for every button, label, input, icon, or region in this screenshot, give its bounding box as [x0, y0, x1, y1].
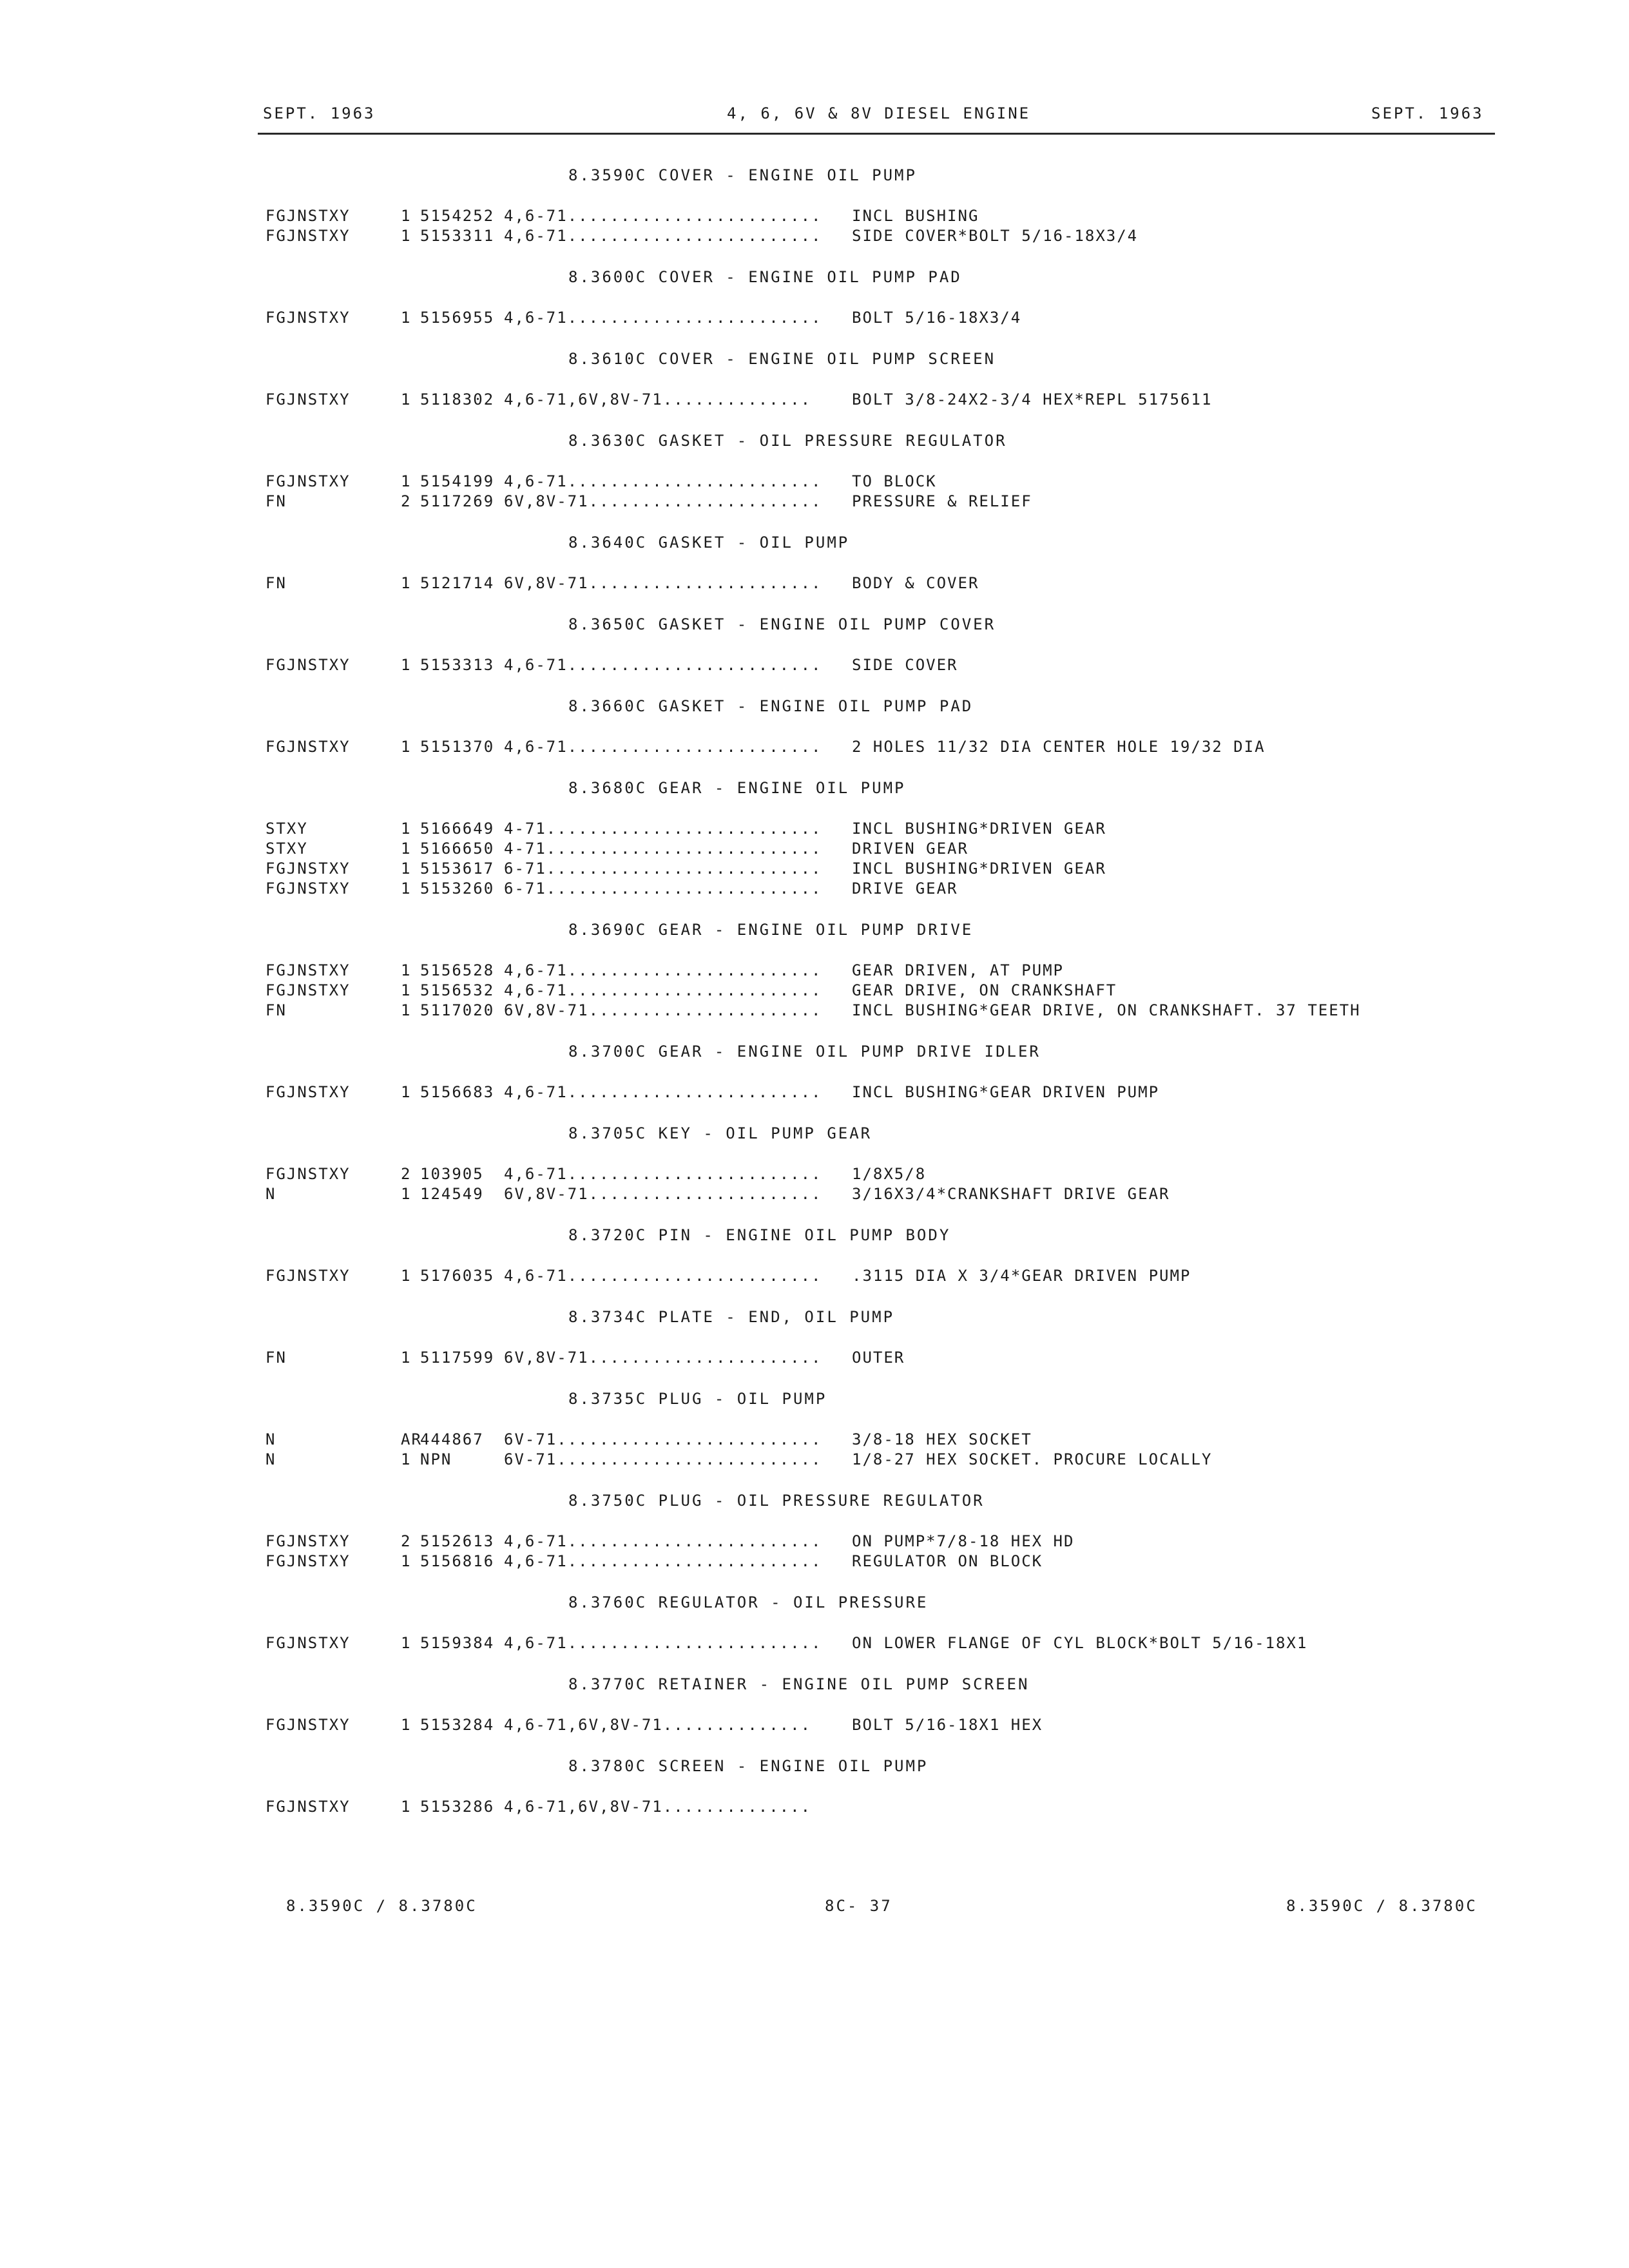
model-codes: FN	[265, 492, 287, 510]
quantity: 1	[401, 1349, 412, 1367]
part-description: OUTER	[852, 1349, 905, 1367]
engine-models: 4,6-71........................	[504, 309, 822, 327]
part-description: DRIVE GEAR	[852, 879, 958, 898]
part-number: 5121714	[420, 574, 495, 592]
quantity: 1	[401, 860, 412, 878]
quantity: 1	[401, 738, 412, 756]
part-description: REGULATOR ON BLOCK	[852, 1552, 1043, 1570]
part-number: 103905	[420, 1165, 484, 1183]
section	[265, 919, 1490, 1021]
model-codes: FGJNSTXY	[265, 1532, 351, 1550]
engine-models: 4,6-71........................	[504, 207, 822, 225]
section	[265, 349, 1490, 410]
part-number: 5156528	[420, 961, 495, 979]
part-description: INCL BUSHING*GEAR DRIVEN PUMP	[852, 1083, 1160, 1101]
section	[265, 1490, 1490, 1571]
engine-models: 4,6-71........................	[504, 472, 822, 490]
model-codes: N	[265, 1185, 276, 1203]
footer-range-right: 8.3590C / 8.3780C	[1286, 1897, 1478, 1915]
section-title: 8.3630C GASKET - OIL PRESSURE REGULATOR	[568, 432, 1007, 450]
quantity: 1	[401, 1267, 412, 1285]
part-description: GEAR DRIVEN, AT PUMP	[852, 961, 1064, 979]
model-codes: N	[265, 1430, 276, 1448]
part-row	[265, 390, 1490, 410]
part-row	[265, 839, 1490, 859]
part-description: DRIVEN GEAR	[852, 840, 969, 858]
engine-models: 6V,8V-71......................	[504, 1349, 822, 1367]
section-title: 8.3610C COVER - ENGINE OIL PUMP SCREEN	[568, 350, 996, 368]
part-number: 5153617	[420, 860, 495, 878]
part-number: 5166649	[420, 820, 495, 838]
quantity: 1	[401, 840, 412, 858]
engine-models: 4,6-71........................	[504, 656, 822, 674]
part-description: 1/8-27 HEX SOCKET. PROCURE LOCALLY	[852, 1450, 1213, 1468]
model-codes: STXY	[265, 820, 308, 838]
parts-list	[265, 165, 1490, 1838]
part-description: 2 HOLES 11/32 DIA CENTER HOLE 19/32 DIA	[852, 738, 1266, 756]
quantity: 1	[401, 207, 412, 225]
model-codes: FGJNSTXY	[265, 1716, 351, 1734]
engine-models: 6V,8V-71......................	[504, 574, 822, 592]
section	[265, 1225, 1490, 1286]
part-description: SIDE COVER	[852, 656, 958, 674]
engine-models: 4,6-71........................	[504, 227, 822, 245]
part-row	[265, 1164, 1490, 1184]
part-row	[265, 206, 1490, 226]
section-rows	[265, 655, 1490, 675]
section	[265, 267, 1490, 328]
section-rows	[265, 819, 1490, 899]
part-description: 1/8X5/8	[852, 1165, 927, 1183]
part-row	[265, 308, 1490, 328]
part-description: BOLT 5/16-18X1 HEX	[852, 1716, 1043, 1734]
part-description: 3/16X3/4*CRANKSHAFT DRIVE GEAR	[852, 1185, 1170, 1203]
part-description: GEAR DRIVE, ON CRANKSHAFT	[852, 981, 1117, 999]
part-description	[852, 1797, 1490, 1817]
part-description: INCL BUSHING	[852, 207, 979, 225]
engine-models: 6-71..........................	[504, 860, 822, 878]
section-title: 8.3720C PIN - ENGINE OIL PUMP BODY	[568, 1226, 951, 1244]
part-row	[265, 1184, 1490, 1204]
part-number: 5153313	[420, 656, 495, 674]
header-rule	[258, 133, 1495, 135]
section-rows	[265, 206, 1490, 246]
part-row	[265, 1082, 1490, 1102]
section-title: 8.3680C GEAR - ENGINE OIL PUMP	[568, 779, 906, 797]
quantity: 1	[401, 1634, 412, 1652]
part-number: 5156955	[420, 309, 495, 327]
model-codes: FGJNSTXY	[265, 879, 351, 898]
quantity: 1	[401, 390, 412, 408]
part-description: INCL BUSHING*DRIVEN GEAR	[852, 860, 1106, 878]
section	[265, 696, 1490, 757]
part-number: NPN	[420, 1450, 452, 1468]
engine-models: 6V-71.........................	[504, 1450, 822, 1468]
section-rows	[265, 1532, 1490, 1571]
part-row	[265, 226, 1490, 246]
footer-page-number: 8C- 37	[825, 1897, 892, 1915]
model-codes: FGJNSTXY	[265, 227, 351, 245]
quantity: 1	[401, 472, 412, 490]
footer-range-left: 8.3590C / 8.3780C	[286, 1897, 477, 1915]
model-codes: FGJNSTXY	[265, 1634, 351, 1652]
model-codes: N	[265, 1450, 276, 1468]
section-rows	[265, 1633, 1490, 1653]
engine-models: 4-71..........................	[504, 820, 822, 838]
part-row	[265, 1552, 1490, 1571]
section-rows	[265, 1266, 1490, 1286]
part-description: INCL BUSHING*DRIVEN GEAR	[852, 820, 1106, 838]
engine-models: 4,6-71,6V,8V-71..............	[504, 1716, 812, 1734]
part-number: 124549	[420, 1185, 484, 1203]
section	[265, 1123, 1490, 1204]
part-row	[265, 1001, 1490, 1021]
section-rows	[265, 1715, 1490, 1735]
model-codes: FGJNSTXY	[265, 309, 351, 327]
section-title: 8.3705C KEY - OIL PUMP GEAR	[568, 1124, 872, 1142]
section	[265, 1041, 1490, 1102]
section-rows	[265, 961, 1490, 1021]
section-rows	[265, 573, 1490, 593]
part-row	[265, 819, 1490, 839]
part-number: 5154199	[420, 472, 495, 490]
part-row	[265, 1348, 1490, 1368]
part-number: 5153311	[420, 227, 495, 245]
section-rows	[265, 308, 1490, 328]
model-codes: FGJNSTXY	[265, 981, 351, 999]
quantity: 2	[401, 1165, 412, 1183]
engine-models: 4,6-71........................	[504, 738, 822, 756]
section-rows	[265, 737, 1490, 757]
part-row	[265, 737, 1490, 757]
engine-models: 6-71..........................	[504, 879, 822, 898]
section	[265, 532, 1490, 593]
section	[265, 1389, 1490, 1470]
part-description: ON PUMP*7/8-18 HEX HD	[852, 1532, 1075, 1550]
section-rows	[265, 1430, 1490, 1470]
part-number: 5153260	[420, 879, 495, 898]
section-title: 8.3750C PLUG - OIL PRESSURE REGULATOR	[568, 1492, 985, 1510]
section-title: 8.3600C COVER - ENGINE OIL PUMP PAD	[568, 268, 962, 286]
quantity: 1	[401, 961, 412, 979]
quantity: 1	[401, 1450, 412, 1468]
part-number: 5153284	[420, 1716, 495, 1734]
section-rows	[265, 472, 1490, 512]
part-description: PRESSURE & RELIEF	[852, 492, 1032, 510]
part-row	[265, 1715, 1490, 1735]
header-date-right: SEPT. 1963	[1371, 104, 1484, 122]
section-title: 8.3650C GASKET - ENGINE OIL PUMP COVER	[568, 615, 996, 633]
quantity: 1	[401, 574, 412, 592]
engine-models: 4,6-71........................	[504, 1267, 822, 1285]
part-number: 5118302	[420, 390, 495, 408]
model-codes: FGJNSTXY	[265, 1083, 351, 1101]
engine-models: 6V,8V-71......................	[504, 1185, 822, 1203]
quantity: 1	[401, 879, 412, 898]
engine-models: 4,6-71,6V,8V-71..............	[504, 390, 812, 408]
section-title: 8.3690C GEAR - ENGINE OIL PUMP DRIVE	[568, 921, 974, 939]
section-title: 8.3735C PLUG - OIL PUMP	[568, 1390, 827, 1408]
section-title: 8.3760C REGULATOR - OIL PRESSURE	[568, 1593, 929, 1611]
part-row	[265, 492, 1490, 512]
quantity: 1	[401, 1716, 412, 1734]
engine-models: 6V-71.........................	[504, 1430, 822, 1448]
part-row	[265, 879, 1490, 899]
quantity: 1	[401, 1083, 412, 1101]
model-codes: FN	[265, 1001, 287, 1019]
engine-models: 4,6-71........................	[504, 1552, 822, 1570]
part-number: 5159384	[420, 1634, 495, 1652]
model-codes: FGJNSTXY	[265, 1165, 351, 1183]
model-codes: FGJNSTXY	[265, 738, 351, 756]
engine-models: 4,6-71........................	[504, 961, 822, 979]
quantity: 1	[401, 1185, 412, 1203]
part-row	[265, 961, 1490, 981]
section	[265, 1674, 1490, 1735]
section-title: 8.3770C RETAINER - ENGINE OIL PUMP SCREEN	[568, 1675, 1030, 1693]
section-title: 8.3734C PLATE - END, OIL PUMP	[568, 1308, 895, 1326]
section	[265, 165, 1490, 246]
engine-models: 4,6-71........................	[504, 1634, 822, 1652]
part-row	[265, 1797, 1490, 1817]
part-row	[265, 1532, 1490, 1552]
part-description: INCL BUSHING*GEAR DRIVE, ON CRANKSHAFT. 37 TEETH	[852, 1001, 1361, 1019]
part-number: 5152613	[420, 1532, 495, 1550]
part-number: 5154252	[420, 207, 495, 225]
quantity: 1	[401, 1001, 412, 1019]
engine-models: 4,6-71........................	[504, 1532, 822, 1550]
engine-models: 4,6-71........................	[504, 981, 822, 999]
part-row	[265, 655, 1490, 675]
header-date-left: SEPT. 1963	[263, 104, 376, 122]
engine-models: 4,6-71........................	[504, 1083, 822, 1101]
section	[265, 778, 1490, 899]
section-title: 8.3780C SCREEN - ENGINE OIL PUMP	[568, 1757, 929, 1775]
section-title: 8.3590C COVER - ENGINE OIL PUMP	[568, 166, 917, 184]
engine-models: 4,6-71........................	[504, 1165, 822, 1183]
section-title: 8.3660C GASKET - ENGINE OIL PUMP PAD	[568, 697, 974, 715]
part-description: BODY & COVER	[852, 574, 979, 592]
model-codes: FGJNSTXY	[265, 1267, 351, 1285]
section	[265, 1592, 1490, 1653]
part-number: 444867	[420, 1430, 484, 1448]
part-number: 5151370	[420, 738, 495, 756]
quantity: 1	[401, 981, 412, 999]
model-codes: FGJNSTXY	[265, 1798, 351, 1816]
model-codes: STXY	[265, 840, 308, 858]
part-description: BOLT 3/8-24X2-3/4 HEX*REPL 5175611	[852, 390, 1213, 408]
model-codes: FGJNSTXY	[265, 656, 351, 674]
engine-models: 6V,8V-71......................	[504, 1001, 822, 1019]
part-row	[265, 1266, 1490, 1286]
part-number: 5153286	[420, 1798, 495, 1816]
model-codes: FGJNSTXY	[265, 472, 351, 490]
part-number: 5117020	[420, 1001, 495, 1019]
section-rows	[265, 390, 1490, 410]
part-number: 5156532	[420, 981, 495, 999]
part-row	[265, 573, 1490, 593]
quantity: 2	[401, 492, 412, 510]
header-title: 4, 6, 6V & 8V DIESEL ENGINE	[727, 104, 1031, 122]
part-number: 5117599	[420, 1349, 495, 1367]
section-title: 8.3700C GEAR - ENGINE OIL PUMP DRIVE IDLER	[568, 1043, 1041, 1061]
model-codes: FGJNSTXY	[265, 207, 351, 225]
section-rows	[265, 1797, 1490, 1817]
part-number: 5166650	[420, 840, 495, 858]
model-codes: FN	[265, 1349, 287, 1367]
part-number: 5176035	[420, 1267, 495, 1285]
part-row	[265, 859, 1490, 879]
model-codes: FGJNSTXY	[265, 1552, 351, 1570]
model-codes: FGJNSTXY	[265, 390, 351, 408]
part-row	[265, 472, 1490, 492]
part-row	[265, 981, 1490, 1001]
section-title: 8.3640C GASKET - OIL PUMP	[568, 533, 850, 552]
section-rows	[265, 1164, 1490, 1204]
model-codes: FGJNSTXY	[265, 860, 351, 878]
quantity: 2	[401, 1532, 412, 1550]
part-number: 5156683	[420, 1083, 495, 1101]
quantity: 1	[401, 309, 412, 327]
section	[265, 430, 1490, 512]
part-description: BOLT 5/16-18X3/4	[852, 309, 1022, 327]
quantity: AR	[401, 1430, 422, 1448]
engine-models: 4-71..........................	[504, 840, 822, 858]
model-codes: FN	[265, 574, 287, 592]
quantity: 1	[401, 1552, 412, 1570]
part-description: SIDE COVER*BOLT 5/16-18X3/4	[852, 227, 1139, 245]
section	[265, 1307, 1490, 1368]
part-row	[265, 1633, 1490, 1653]
part-description: TO BLOCK	[852, 472, 937, 490]
part-number: 5156816	[420, 1552, 495, 1570]
section-rows	[265, 1082, 1490, 1102]
engine-models: 6V,8V-71......................	[504, 492, 822, 510]
part-row	[265, 1430, 1490, 1450]
quantity: 1	[401, 656, 412, 674]
section	[265, 614, 1490, 675]
part-description: .3115 DIA X 3/4*GEAR DRIVEN PUMP	[852, 1267, 1191, 1285]
part-number: 5117269	[420, 492, 495, 510]
part-description: ON LOWER FLANGE OF CYL BLOCK*BOLT 5/16-18X1	[852, 1634, 1308, 1652]
quantity: 1	[401, 820, 412, 838]
part-row	[265, 1450, 1490, 1470]
part-description: 3/8-18 HEX SOCKET	[852, 1430, 1032, 1448]
section	[265, 1756, 1490, 1817]
model-codes: FGJNSTXY	[265, 961, 351, 979]
section-rows	[265, 1348, 1490, 1368]
engine-models: 4,6-71,6V,8V-71..............	[504, 1798, 812, 1816]
quantity: 1	[401, 227, 412, 245]
quantity: 1	[401, 1798, 412, 1816]
